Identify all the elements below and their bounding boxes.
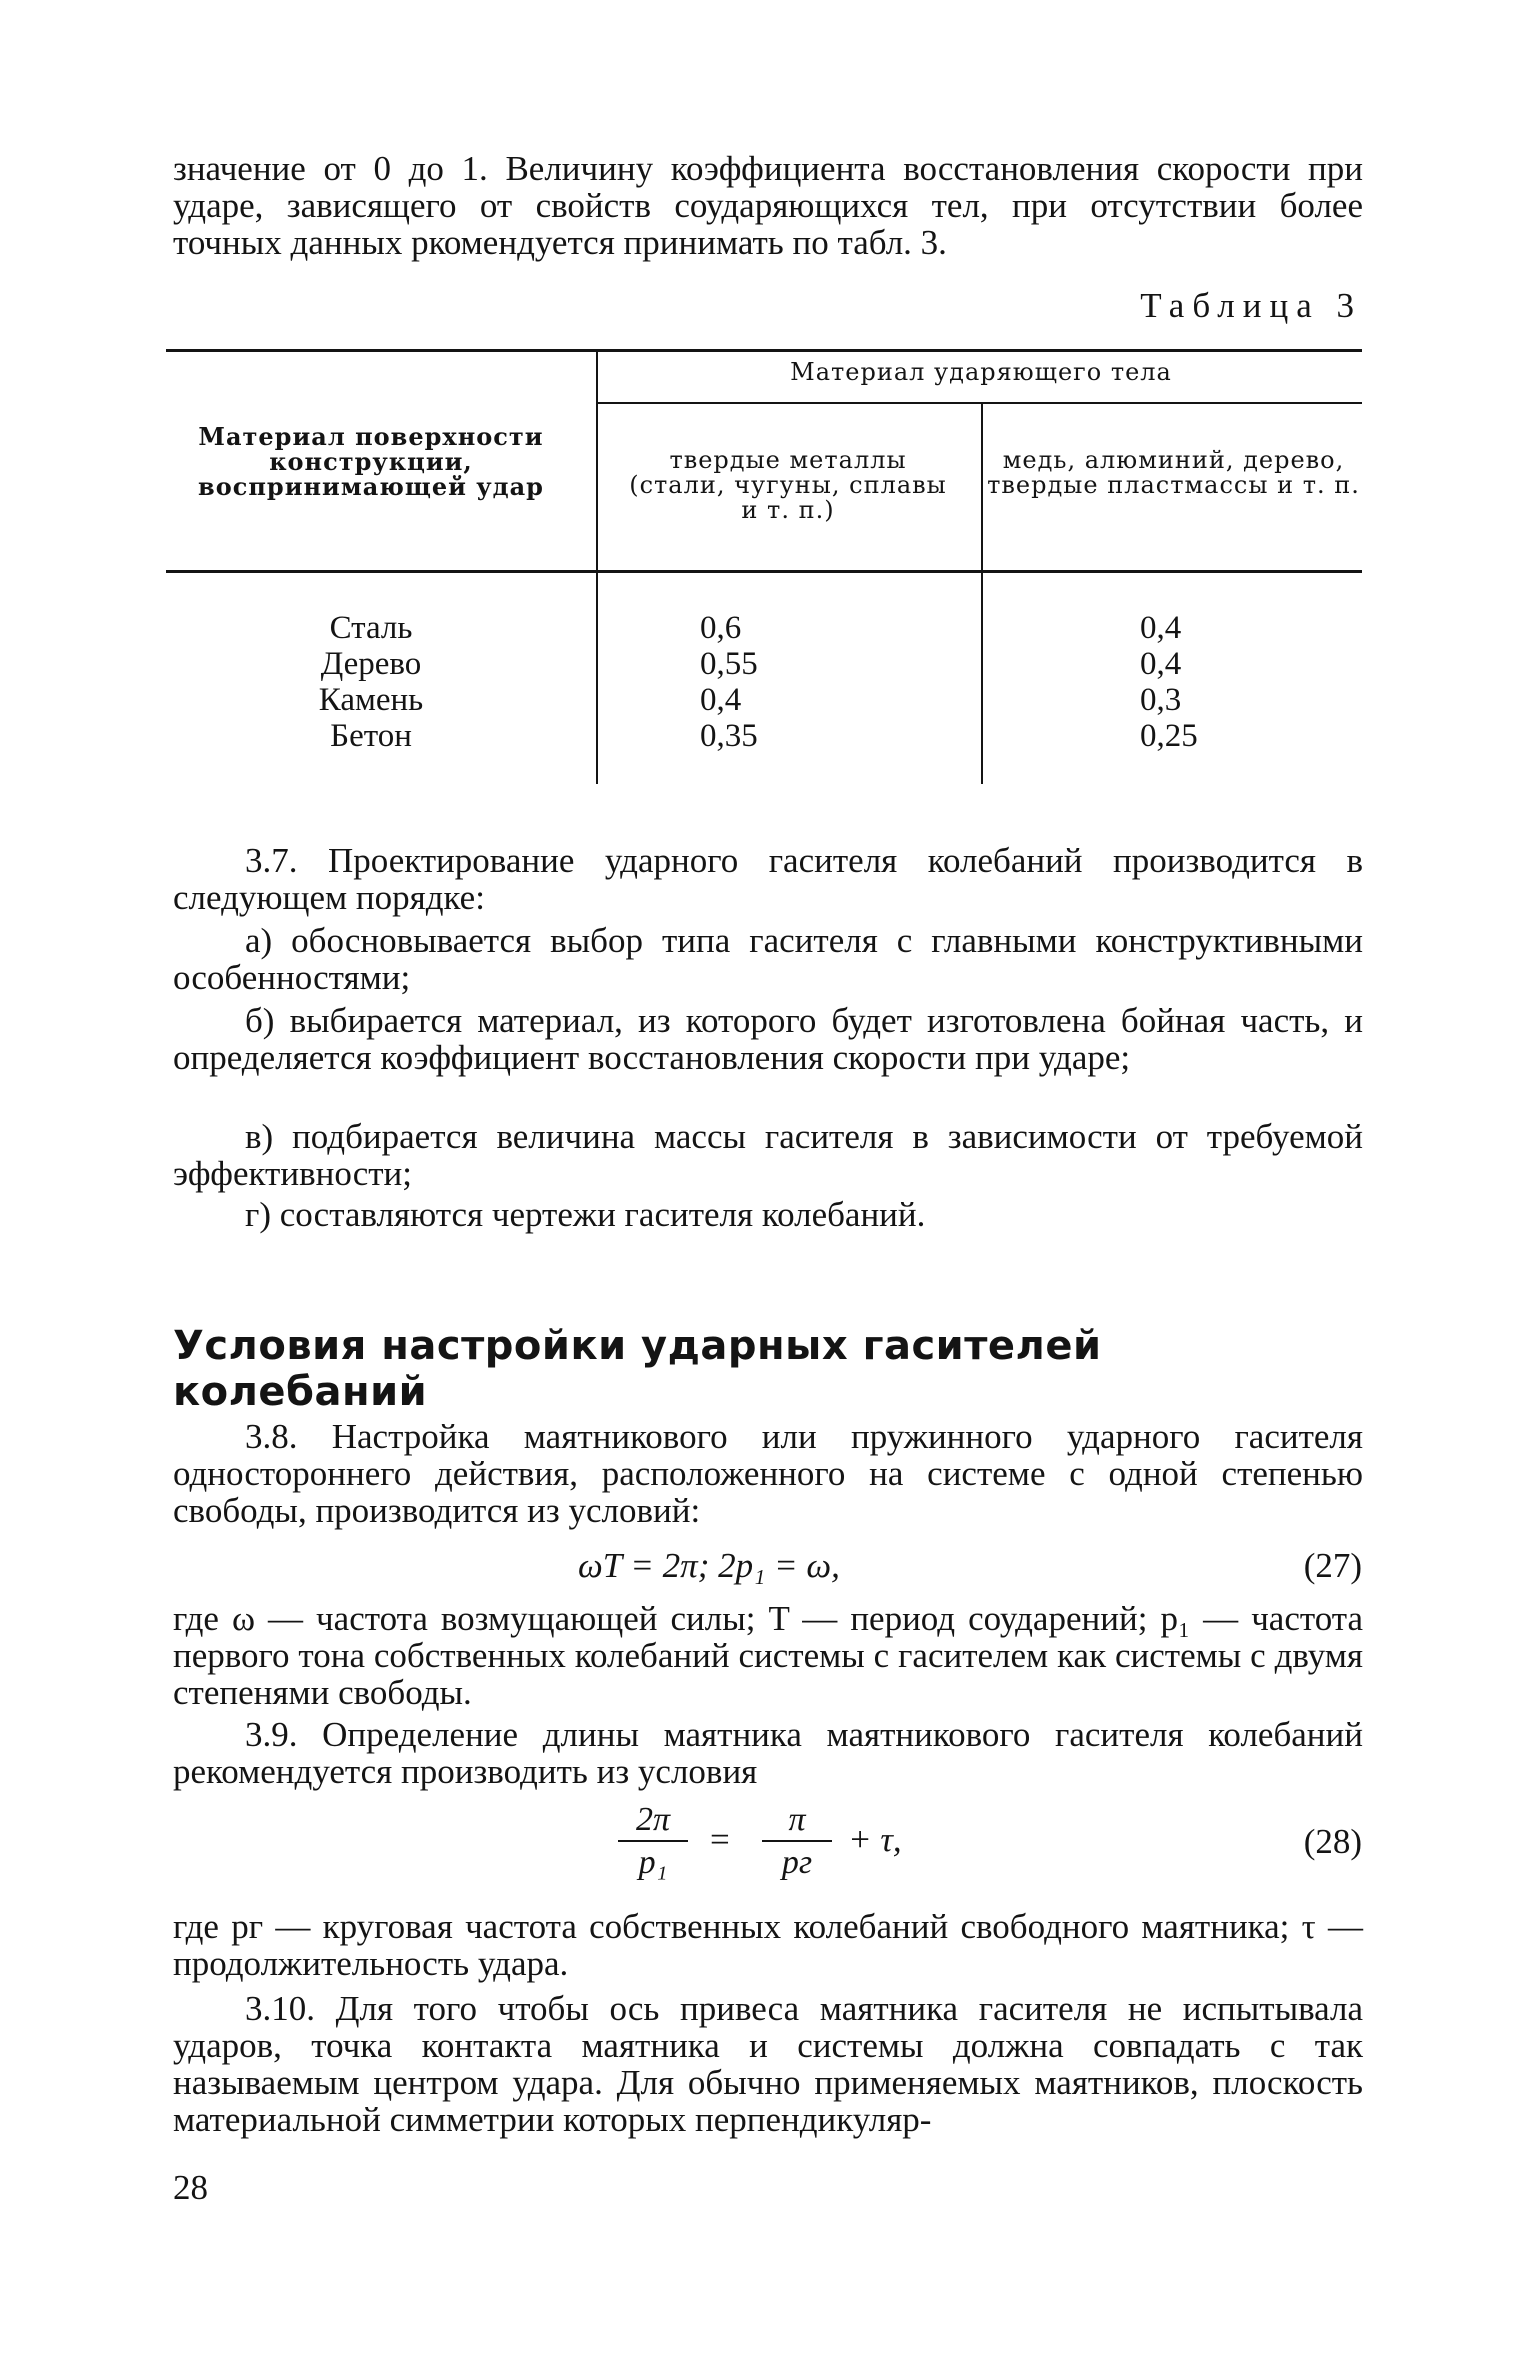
- section-3-8-text: 3.8. Настройка маятникового или пружинного ударного гасителя одностороннего действия, расположенного на системе с одной степенью свободы, производится из условий:: [173, 1417, 1363, 1530]
- fraction-numerator: 2π: [635, 1801, 671, 1838]
- table-group-header: Материал ударяющего тела: [790, 358, 1172, 386]
- table-group-rule: [598, 402, 1362, 404]
- table-caption: Таблица 3: [1140, 286, 1362, 325]
- table-cell: 0,4: [1140, 646, 1182, 682]
- table-header-rule: [166, 570, 1362, 573]
- table-divider-right: [981, 404, 983, 784]
- section-3-10-text: 3.10. Для того чтобы ось привеса маятника гасителя не испытывала ударов, точка контакта маятника и системы должна совпадать с так называемым центром удара. Для обычно применяемых маятников, плоскость материальной симметрии которых перпендикуляр-: [173, 1989, 1363, 2139]
- section-3-7-item-c: в) подбирается величина массы гасителя в зависимости от требуемой эффективности;: [173, 1117, 1363, 1193]
- fraction-denominator: p₁: [638, 1844, 668, 1881]
- table-row-header: Материал поверхности конструкции, воспринимающей удар: [198, 422, 544, 501]
- table-cell: Бетон: [330, 718, 412, 754]
- equation-number-28: (28): [1303, 1822, 1362, 1861]
- table-col1-header: твердые металлы (стали, чугуны, сплавы и т. п.): [629, 446, 947, 524]
- table-cell: 0,3: [1140, 682, 1182, 718]
- formula-28-tail: + τ,: [848, 1820, 902, 1859]
- table-col2-values: [1140, 610, 1310, 754]
- section-3-7-intro: 3.7. Проектирование ударного гасителя колебаний производится в следующем порядке:: [173, 841, 1363, 917]
- section-3-9-where: где pг — круговая частота собственных колебаний свободного маятника; τ — продолжительность удара.: [173, 1907, 1363, 1983]
- section-heading: Условия настройки ударных гасителей колебаний: [173, 1323, 1102, 1415]
- fraction-denominator: pг: [781, 1844, 813, 1881]
- equation-number-27: (27): [1303, 1546, 1362, 1585]
- formula-28-equals: =: [710, 1820, 730, 1859]
- table-materials-column: [166, 610, 576, 754]
- page-number: 28: [173, 2168, 208, 2207]
- table-cell: 0,55: [700, 646, 758, 682]
- section-3-7-item-a: а) обосновывается выбор типа гасителя с главными конструктивными особенностями;: [173, 921, 1363, 997]
- table-cell: Сталь: [329, 610, 413, 646]
- section-3-9-text: 3.9. Определение длины маятника маятникового гасителя колебаний рекомендуется производить из условия: [173, 1715, 1363, 1791]
- section-3-7-item-b: б) выбирается материал, из которого будет изготовлена бойная часть, и определяется коэффициент восстановления скорости при ударе;: [173, 1001, 1363, 1077]
- table-cell: 0,35: [700, 718, 758, 754]
- formula-28-fraction-2: [762, 1800, 832, 1884]
- table-cell: 0,4: [1140, 610, 1182, 646]
- section-3-8-where: где ω — частота возмущающей силы; T — период соударений; p₁ — частота первого тона собственных колебаний системы с гасителем как системы с двумя степенями свободы.: [173, 1599, 1363, 1712]
- table-top-rule: [166, 349, 1362, 352]
- table-cell: 0,4: [700, 682, 742, 718]
- table-cell: 0,6: [700, 610, 742, 646]
- formula-28-fraction-1: [618, 1800, 688, 1884]
- table-col2-header: медь, алюминий, дерево, твердые пластмассы и т. п.: [987, 446, 1360, 499]
- table-divider-left: [596, 352, 598, 784]
- table-cell: Дерево: [320, 646, 422, 682]
- formula-27: ωT = 2π; 2p₁ = ω,: [578, 1546, 840, 1585]
- fraction-numerator: π: [788, 1801, 806, 1838]
- table-cell: Камень: [318, 682, 424, 718]
- table-col1-values: [700, 610, 870, 754]
- intro-paragraph: значение от 0 до 1. Величину коэффициента восстановления скорости при ударе, зависящего от свойств соударяющихся тел, при отсутствии более точных данных ркомендуется принимать по табл. 3.: [173, 149, 1363, 262]
- section-3-7-item-d: г) составляются чертежи гасителя колебаний.: [245, 1195, 926, 1234]
- table-cell: 0,25: [1140, 718, 1198, 754]
